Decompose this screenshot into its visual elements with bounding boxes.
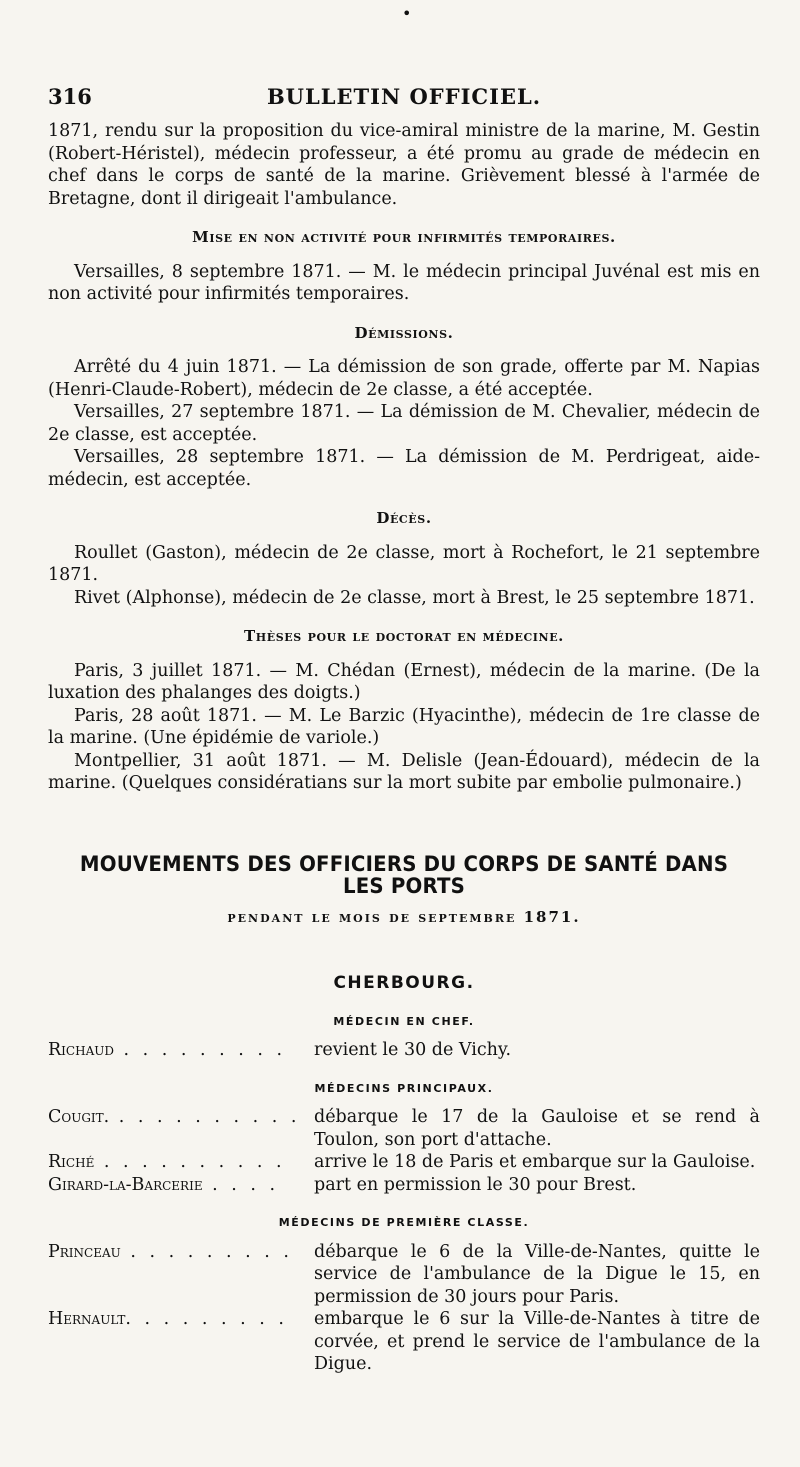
officer-name: Girard-la-Barcerie bbox=[48, 1174, 203, 1195]
officer-name: Princeau bbox=[48, 1241, 121, 1262]
movement-description: embarque le 6 sur la Ville-de-Nantes à titre de corvée, et prend le service de l'ambulance de la Digue. bbox=[314, 1309, 760, 1374]
movement-description: revient le 30 de Vichy. bbox=[314, 1040, 512, 1060]
movement-row bbox=[48, 1308, 760, 1376]
top-bullet: • bbox=[402, 4, 412, 23]
leader-dots: . . . . . . . . . . bbox=[94, 1152, 286, 1172]
officer-name: Cougit. bbox=[48, 1107, 110, 1127]
entry-le-barzic: Paris, 28 août 1871. — M. Le Barzic (Hyacinthe), médecin de 1re classe de la marine. (Une épidémie de variole.) bbox=[48, 705, 760, 748]
movement-row bbox=[48, 1174, 760, 1197]
rank-heading-medecins-principaux: MÉDECINS PRINCIPAUX. bbox=[314, 1081, 494, 1095]
movement-row bbox=[48, 1241, 760, 1309]
page-header bbox=[48, 84, 760, 108]
leader-dots: . . . . . . . . . bbox=[113, 1040, 287, 1060]
officer-name: Hernault bbox=[48, 1309, 126, 1329]
entry-chevalier: Versailles, 27 septembre 1871. — La démission de M. Chevalier, médecin de 2e classe, est acceptée. bbox=[48, 402, 760, 445]
movement-description: débarque le 6 de la Ville-de-Nantes, quitte le service de l'ambulance de la Digue le 15, en permission de 30 jours pour Paris. bbox=[314, 1241, 760, 1307]
rank-heading-medecins-premiere-classe: MÉDECINS DE PREMIÈRE CLASSE. bbox=[278, 1216, 530, 1229]
officer-name: Riché bbox=[48, 1152, 95, 1172]
entry-perdrigeat: Versailles, 28 septembre 1871. — La démission de M. Perdrigeat, aide-médecin, est acceptée. bbox=[48, 447, 760, 490]
movement-description: débarque le 17 de la Gauloise et se rend à Toulon, son port d'attache. bbox=[314, 1107, 760, 1150]
officer-name: Richaud bbox=[48, 1040, 114, 1060]
entry-juvenal: Versailles, 8 septembre 1871. — M. le médecin principal Juvénal est mis en non activité pour infirmités temporaires. bbox=[48, 261, 760, 304]
entry-rivet: Rivet (Alphonse), médecin de 2e classe, mort à Brest, le 25 septembre 1871. bbox=[74, 587, 755, 608]
leader-dots: . . . . bbox=[202, 1174, 280, 1195]
leader-dots: . . . . . . . . . bbox=[120, 1241, 293, 1262]
section-heading-non-activite: Mise en non activité pour infirmités temporaires. bbox=[192, 228, 616, 246]
movement-row bbox=[48, 1039, 760, 1062]
entry-roullet: Roullet (Gaston), médecin de 2e classe, mort à Rochefort, le 21 septembre 1871. bbox=[48, 542, 760, 585]
section-heading-theses: Thèses pour le doctorat en médecine. bbox=[243, 627, 565, 645]
section-heading-deces: Décès. bbox=[376, 509, 432, 527]
page-number: 316 bbox=[48, 84, 92, 109]
movement-description: part en permission le 30 pour Brest. bbox=[314, 1174, 637, 1195]
page-content bbox=[48, 120, 760, 1376]
movements-subtitle: pendant le mois de septembre 1871. bbox=[227, 907, 581, 926]
rank-heading-medecin-en-chef: MÉDECIN EN CHEF. bbox=[333, 1014, 475, 1028]
port-heading: CHERBOURG. bbox=[333, 973, 475, 993]
entry-chedan: Paris, 3 juillet 1871. — M. Chédan (Ernest), médecin de la marine. (De la luxation des phalanges des doigts.) bbox=[48, 660, 760, 703]
running-title: BULLETIN OFFICIEL. bbox=[266, 84, 542, 109]
movement-row bbox=[48, 1106, 760, 1151]
entry-napias: Arrêté du 4 juin 1871. — La démission de son grade, offerte par M. Napias (Henri-Claude-Robert), médecin de 2e classe, a été acceptée. bbox=[48, 357, 760, 400]
intro-paragraph: 1871, rendu sur la proposition du vice-amiral ministre de la marine, M. Gestin (Robert-Héristel), médecin professeur, a été promu au grade de médecin en chef dans le corps de santé de la marine. Grièvement blessé à l'armée de Bretagne, dont il dirigeait l'ambulance. bbox=[48, 121, 760, 209]
movement-row bbox=[48, 1151, 760, 1174]
leader-dots: . . . . . . . . . . bbox=[109, 1107, 301, 1127]
entry-delisle: Montpellier, 31 août 1871. — M. Delisle (Jean-Édouard), médecin de la marine. (Quelques considératians sur la mort subite par embolie pulmonaire.) bbox=[48, 750, 760, 793]
movements-title: MOUVEMENTS DES OFFICIERS DU CORPS DE SANTÉ DANS LES PORTS bbox=[79, 851, 729, 898]
section-heading-demissions: Démissions. bbox=[354, 323, 454, 342]
leader-dots: . . . . . . . . . bbox=[125, 1309, 288, 1329]
movement-description: arrive le 18 de Paris et embarque sur la Gauloise. bbox=[314, 1152, 756, 1172]
